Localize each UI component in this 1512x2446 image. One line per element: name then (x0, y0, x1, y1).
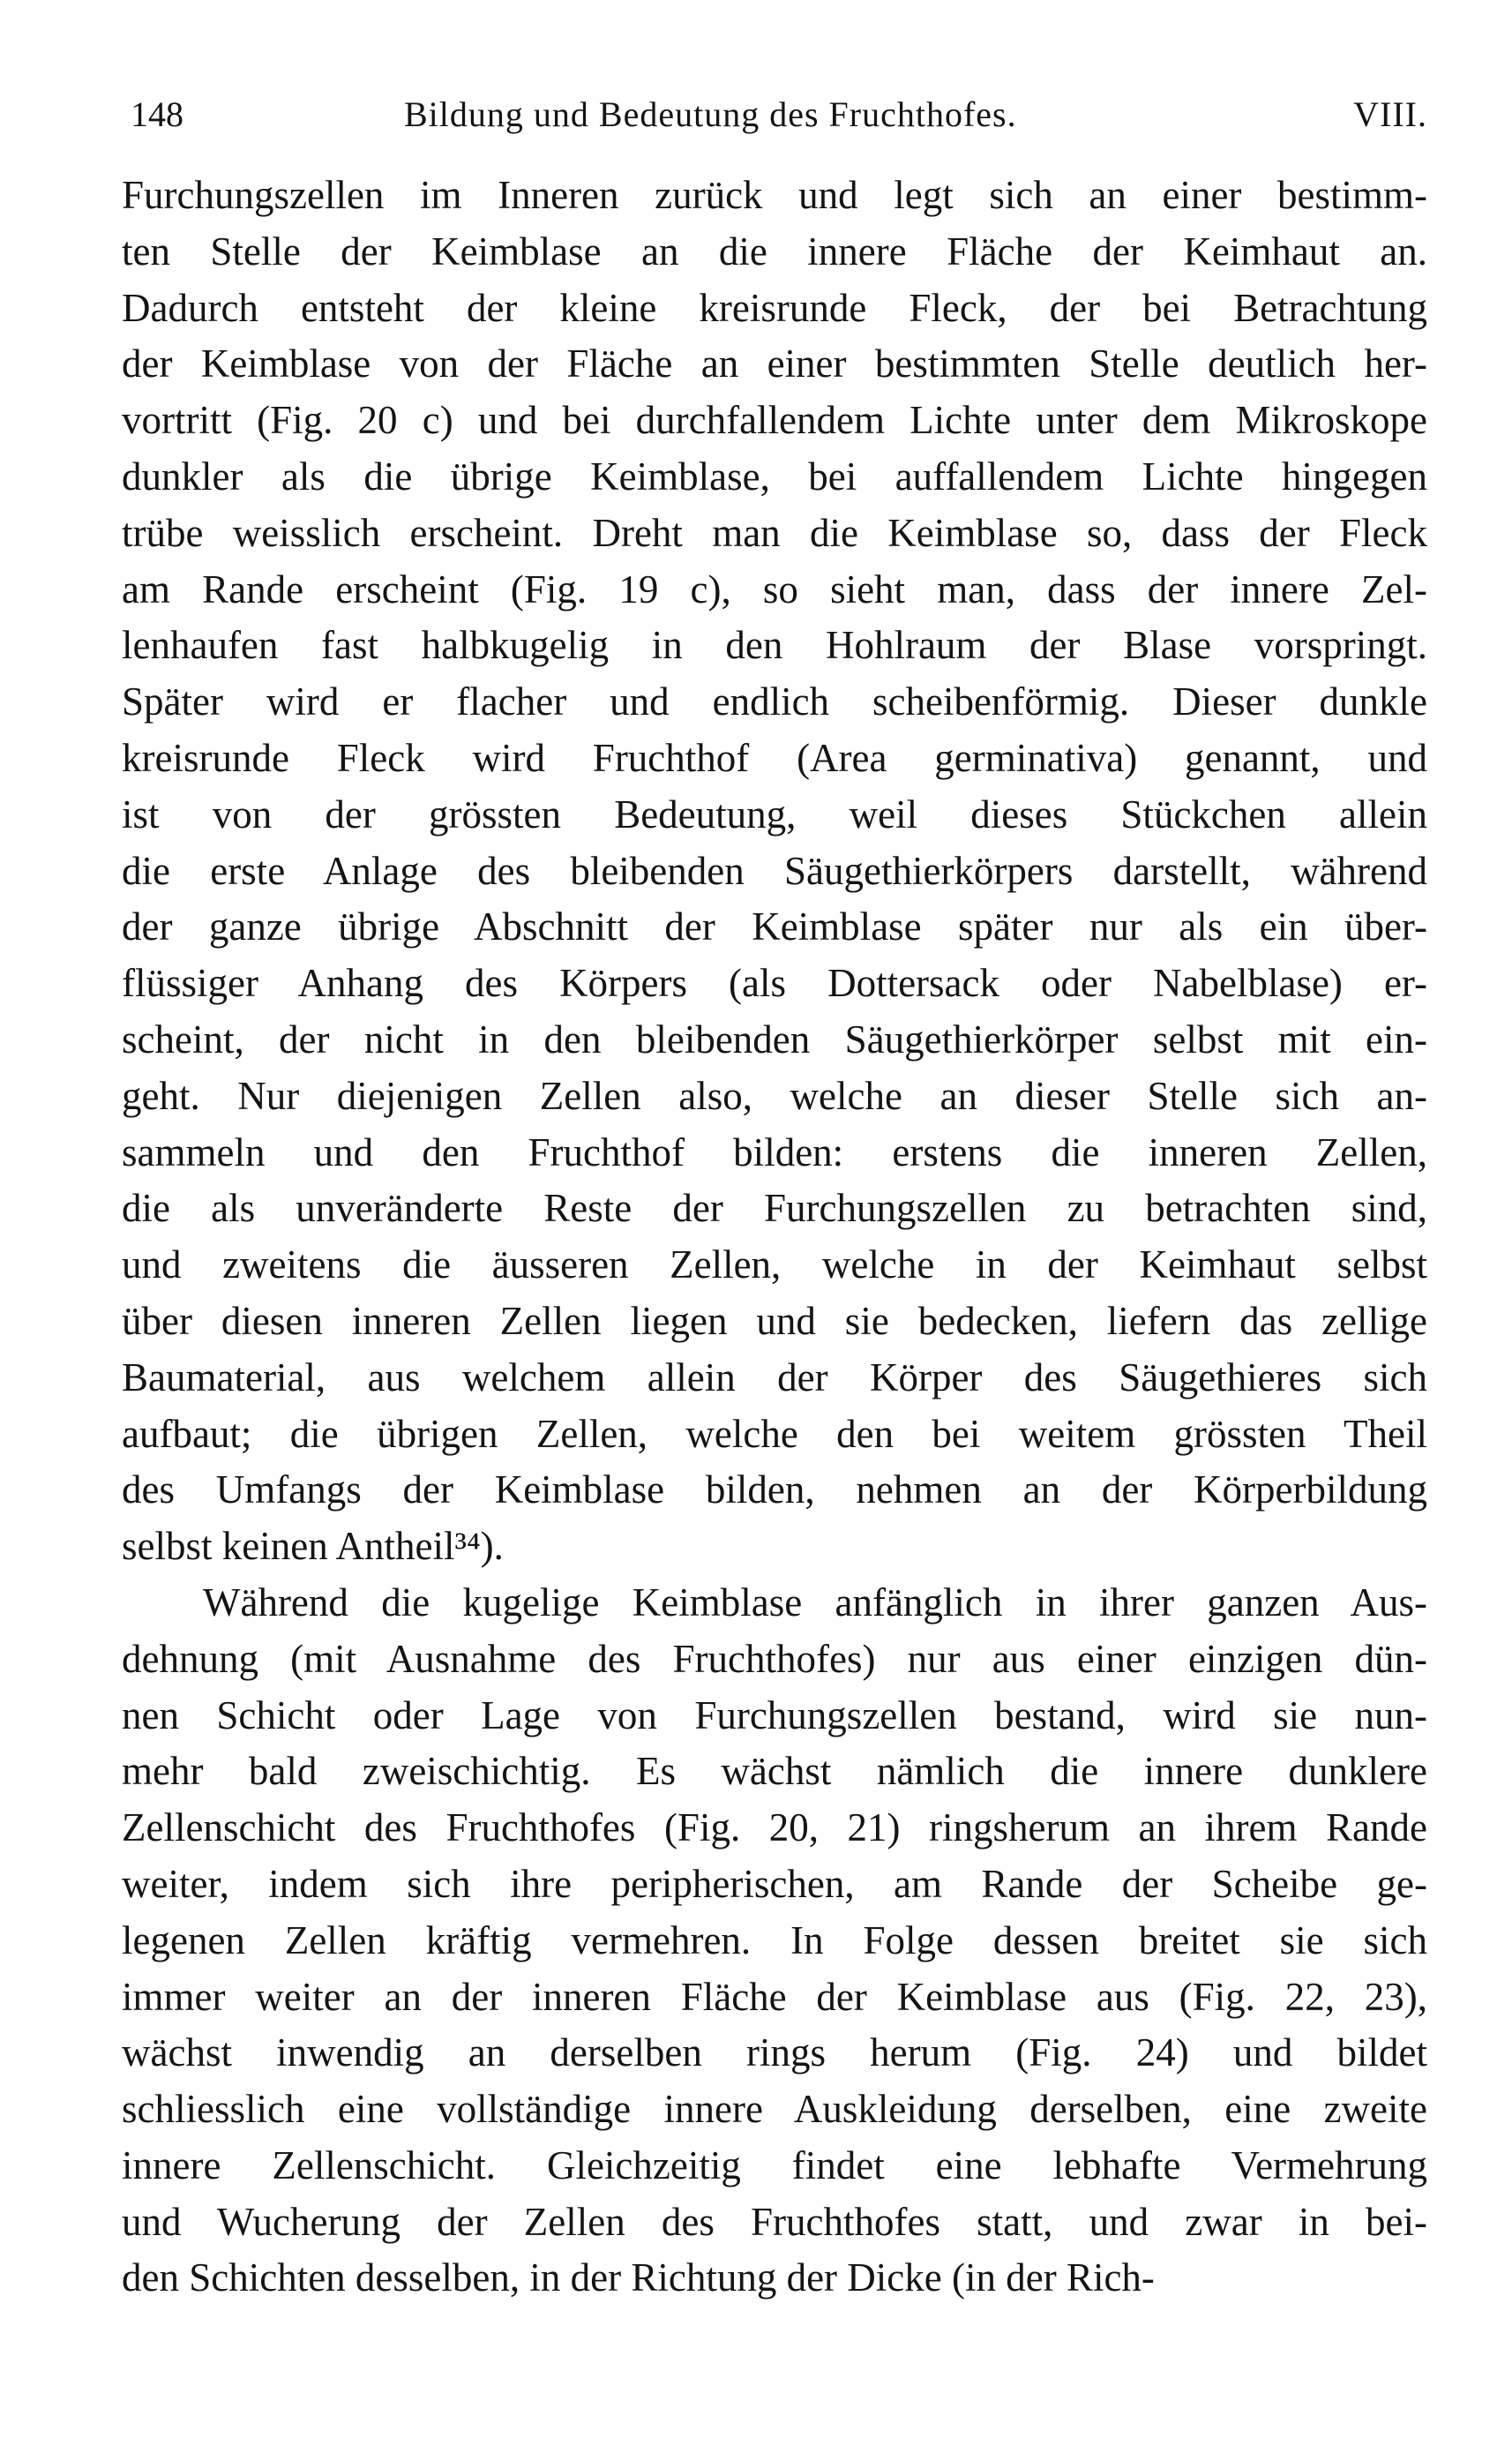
text-line: die als unveränderte Reste der Furchungszellen zu betrachten sind, (122, 1186, 1427, 1231)
text-line: schliesslich eine vollständige innere Auskleidung derselben, eine zweite (122, 2087, 1427, 2132)
text-line: vortritt (Fig. 20 c) und bei durchfallendem Lichte unter dem Mikroskope (122, 398, 1427, 443)
text-line: und Wucherung der Zellen des Fruchthofes statt, und zwar in bei- (122, 2199, 1427, 2244)
text-line: innere Zellenschicht. Gleichzeitig findet eine lebhafte Vermehrung (122, 2142, 1427, 2187)
text-line: weiter, indem sich ihre peripherischen, am Rande der Scheibe ge- (122, 1861, 1427, 1906)
text-line: selbst keinen Antheil³⁴). (122, 1524, 504, 1569)
text-line: flüssiger Anhang des Körpers (als Dottersack oder Nabelblase) er- (122, 961, 1427, 1006)
page-header (122, 88, 1427, 141)
text-line: trübe weisslich erscheint. Dreht man die Keimblase so, dass der Fleck (122, 510, 1427, 555)
text-line: Zellenschicht des Fruchthofes (Fig. 20, 21) ringsherum an ihrem Rande (122, 1805, 1427, 1850)
text-line: nen Schicht oder Lage von Furchungszellen bestand, wird sie nun- (122, 1692, 1427, 1737)
text-line: Dadurch entsteht der kleine kreisrunde Fleck, der bei Betrachtung (122, 285, 1427, 330)
text-line: Furchungszellen im Inneren zurück und legt sich an einer bestimm- (122, 173, 1427, 217)
text-line: über diesen inneren Zellen liegen und sie bedecken, liefern das zellige (122, 1298, 1427, 1343)
page-number: 148 (131, 94, 183, 134)
text-line: dunkler als die übrige Keimblase, bei auffallendem Lichte hingegen (122, 454, 1427, 499)
text-line: ten Stelle der Keimblase an die innere Fläche der Keimhaut an. (122, 229, 1427, 274)
text-line: mehr bald zweischichtig. Es wächst nämlich die innere dunklere (122, 1749, 1427, 1794)
text-line: lenhaufen fast halbkugelig in den Hohlraum der Blase vorspringt. (122, 623, 1427, 668)
text-line: am Rande erscheint (Fig. 19 c), so sieht man, dass der innere Zel- (122, 566, 1427, 612)
text-line: dehnung (mit Ausnahme des Fruchthofes) nur aus einer einzigen dün- (122, 1636, 1427, 1681)
text-line: und zweitens die äusseren Zellen, welche in der Keimhaut selbst (122, 1242, 1427, 1287)
chapter-number: VIII. (1353, 94, 1427, 134)
text-line: Baumaterial, aus welchem allein der Körper des Säugethieres sich (122, 1354, 1427, 1399)
text-line: aufbaut; die übrigen Zellen, welche den bei weitem grössten Theil (122, 1411, 1427, 1456)
text-line: des Umfangs der Keimblase bilden, nehmen an der Körperbildung (122, 1467, 1427, 1512)
text-line: geht. Nur diejenigen Zellen also, welche an dieser Stelle sich an- (122, 1073, 1427, 1118)
text-line: legenen Zellen kräftig vermehren. In Folge dessen breitet sie sich (122, 1917, 1427, 1962)
text-line: die erste Anlage des bleibenden Säugethierkörpers darstellt, während (122, 848, 1427, 893)
text-line: den Schichten desselben, in der Richtung der Dicke (in der Rich- (122, 2255, 1155, 2300)
text-line: immer weiter an der inneren Fläche der Keimblase aus (Fig. 22, 23), (122, 1974, 1427, 2019)
text-line: wächst inwendig an derselben rings herum (Fig. 24) und bildet (122, 2030, 1427, 2075)
text-line: ist von der grössten Bedeutung, weil dieses Stückchen allein (122, 792, 1427, 837)
running-title: Bildung und Bedeutung des Fruchthofes. (404, 94, 1017, 134)
text-line: kreisrunde Fleck wird Fruchthof (Area germinativa) genannt, und (122, 735, 1427, 780)
text-line: Später wird er flacher und endlich scheibenförmig. Dieser dunkle (122, 679, 1427, 724)
text-line: scheint, der nicht in den bleibenden Säugethierkörper selbst mit ein- (122, 1017, 1427, 1062)
text-line: sammeln und den Fruchthof bilden: erstens die inneren Zellen, (122, 1129, 1427, 1174)
text-line: der Keimblase von der Fläche an einer bestimmten Stelle deutlich her- (122, 341, 1427, 386)
body-text (122, 168, 1427, 2307)
text-line: der ganze übrige Abschnitt der Keimblase später nur als ein über- (122, 904, 1427, 949)
text-line: Während die kugelige Keimblase anfänglich in ihrer ganzen Aus- (203, 1579, 1427, 1624)
